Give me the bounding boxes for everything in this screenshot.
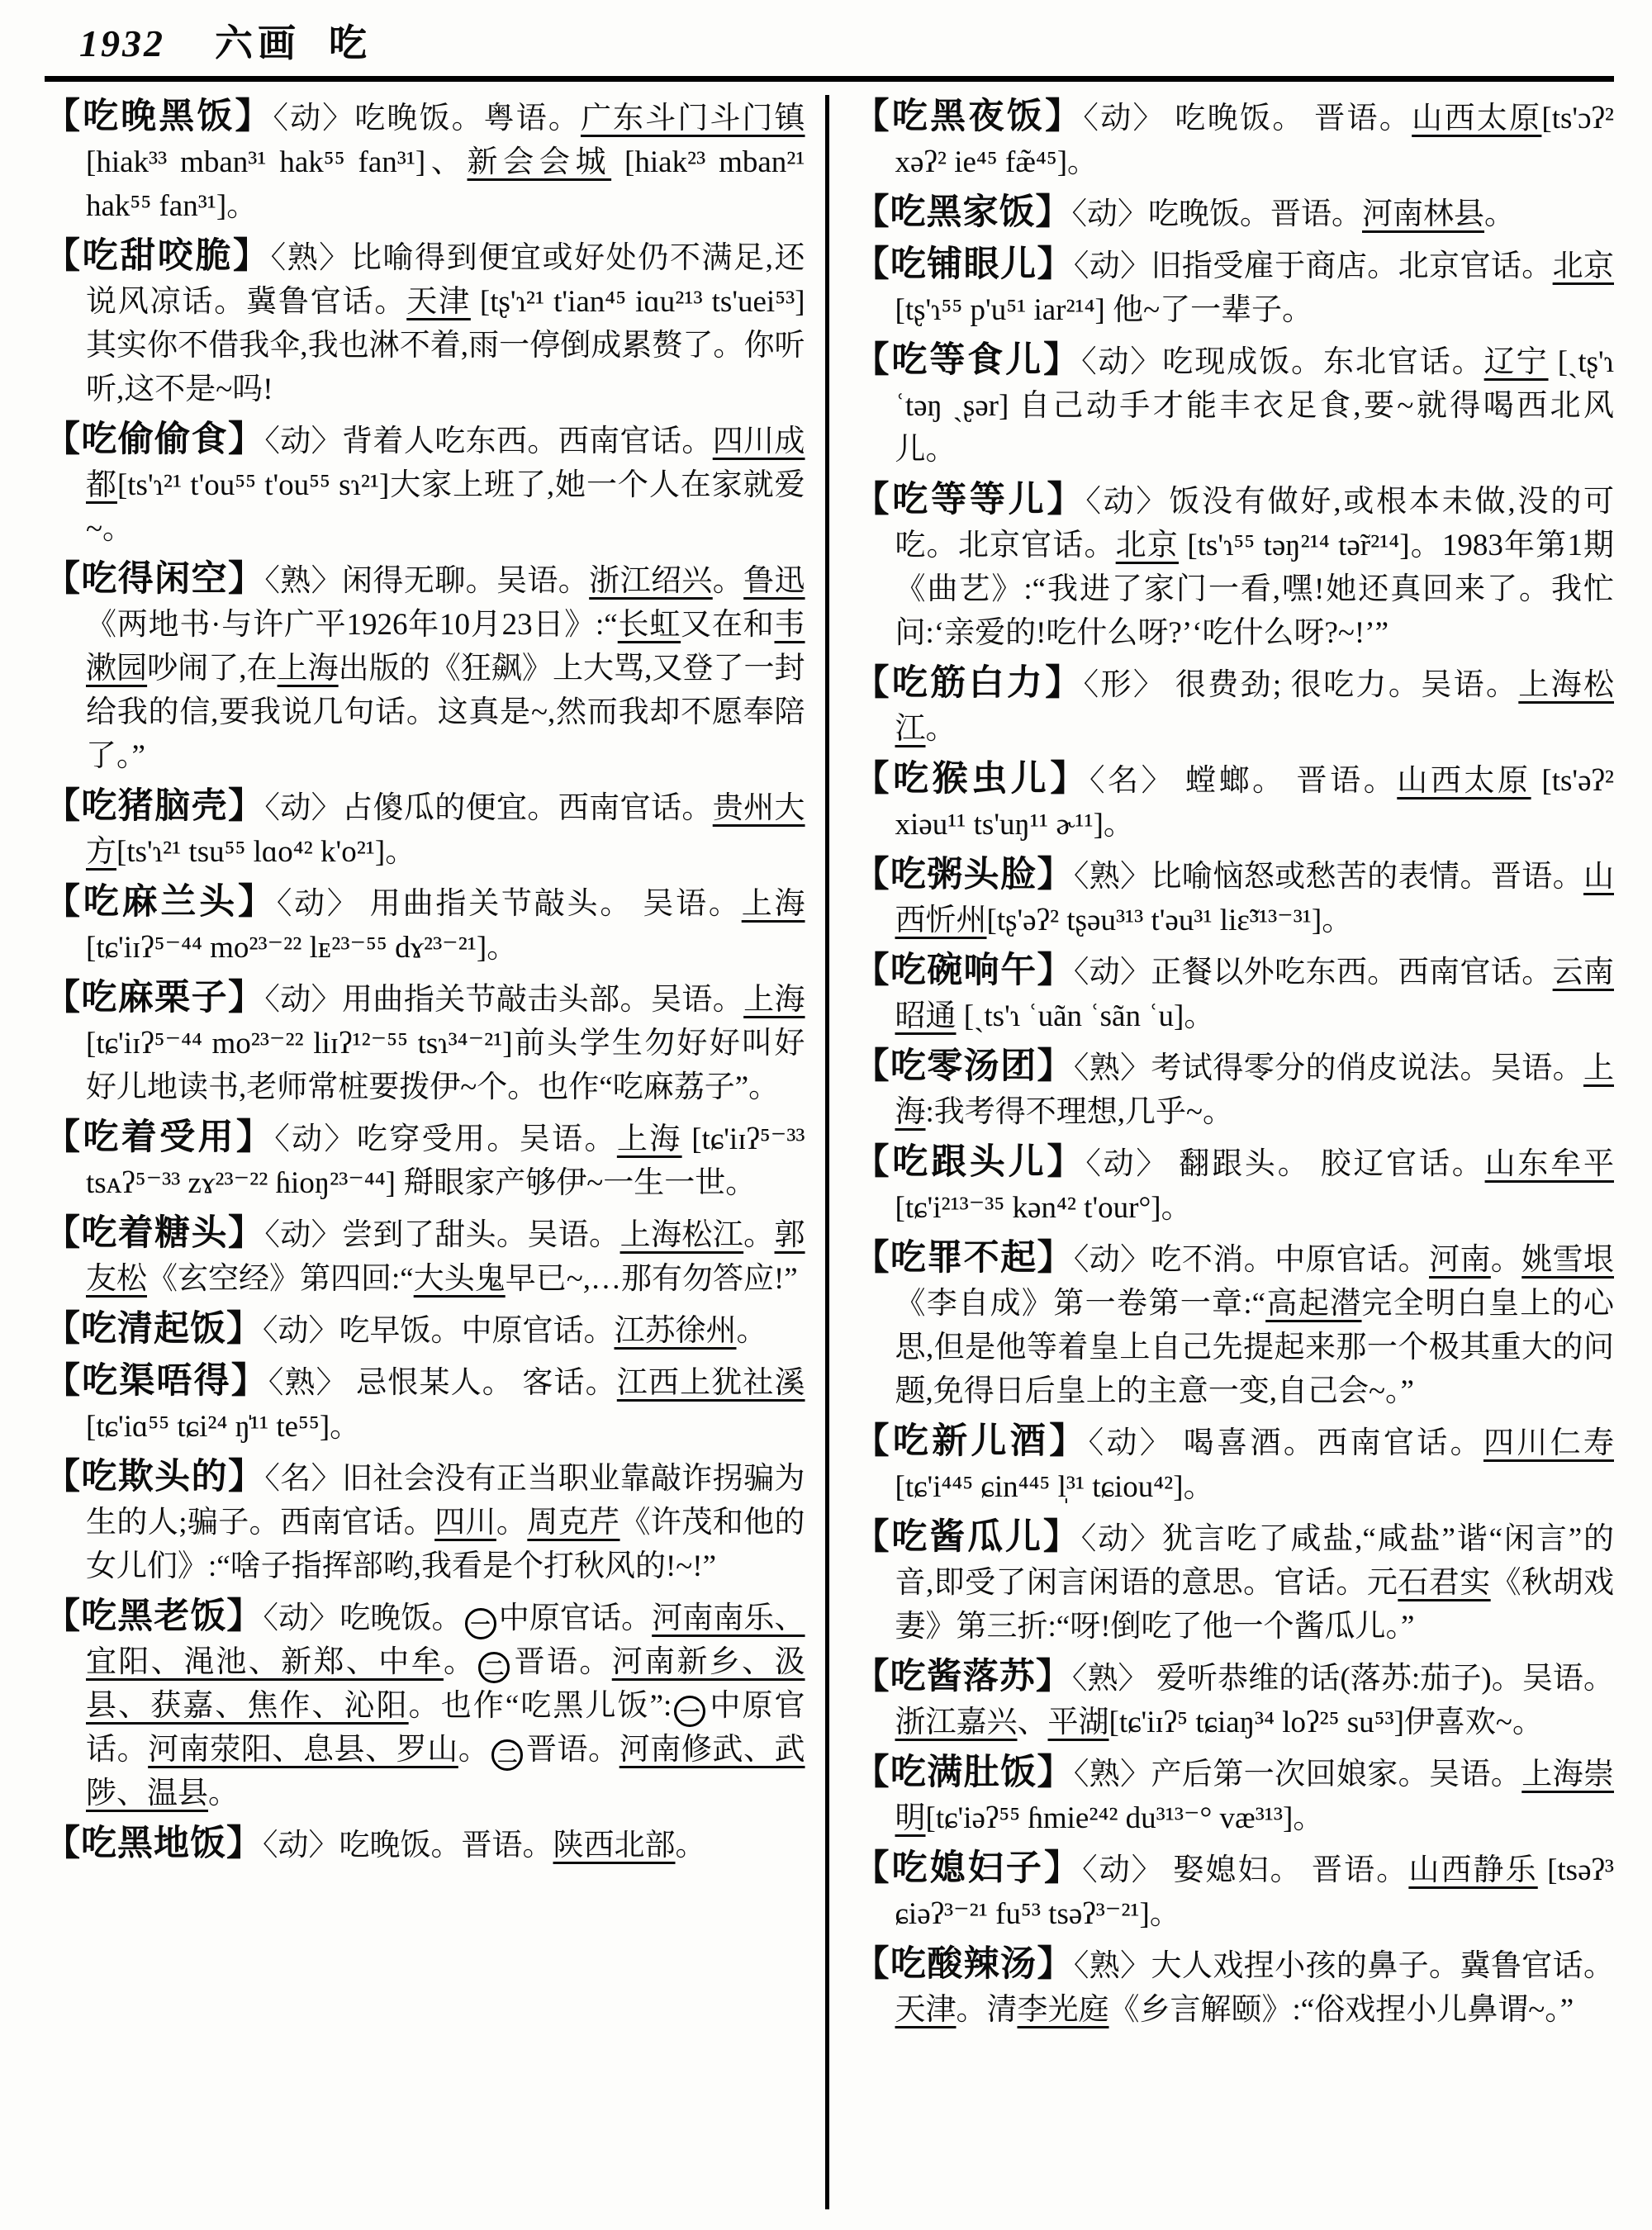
dict-entry <box>854 1847 1615 1936</box>
underlined-proper-noun: 李光庭 <box>1017 1993 1109 2027</box>
entry-text: 。 <box>458 1733 490 1767</box>
entry-text: 出版的《狂飙》上大骂,又登了一封给我的信,要我说几句话。这真是~,然而我却不愿奉陪了。” <box>86 652 805 773</box>
dict-entry <box>854 1045 1615 1134</box>
entry-text: 〈动〉饭没有做好,或根本未做,没的可吃。北京官话。 <box>895 485 1614 562</box>
dict-entry <box>854 1141 1615 1230</box>
dict-entry <box>45 95 805 228</box>
headword: 【吃猪脑壳】 <box>45 787 265 826</box>
entry-text: [hiak²³ mban²¹ hak⁵⁵ fan³¹]。 <box>86 145 805 223</box>
entry-text: 〈动〉 吃晚饭。 晋语。 <box>1083 102 1412 135</box>
underlined-proper-noun: 天津 <box>406 285 471 319</box>
underlined-proper-noun: 上海 <box>895 1051 1614 1129</box>
entry-text: [ts'ɔʔ² xəʔ² ie⁴⁵ fæ̃⁴⁵]。 <box>895 102 1614 179</box>
headword: 【吃满肚饭】 <box>853 1753 1074 1792</box>
circled-number: 二 <box>478 1652 510 1683</box>
dict-entry <box>45 1307 805 1353</box>
underlined-proper-noun: 上海松江 <box>895 668 1614 746</box>
headword: 【吃着受用】 <box>45 1118 275 1157</box>
underlined-proper-noun: 上海 <box>277 652 339 686</box>
underlined-proper-noun: 广东斗门斗门镇 <box>580 102 805 135</box>
dict-entry <box>854 1420 1615 1509</box>
entry-text: 〈熟〉考试得零分的俏皮说法。吴语。 <box>1073 1051 1584 1085</box>
entry-text: 〈熟〉产后第一次回娘家。吴语。 <box>1073 1758 1522 1791</box>
dict-entry <box>854 1655 1615 1744</box>
entry-text: 〈动〉 用曲指关节敲头。 吴语。 <box>276 887 742 921</box>
entry-text: [tɕ'iɪʔ⁵⁻⁴⁴ mo²³⁻²² liɪʔ¹²⁻⁵⁵ tsɿ³⁴⁻²¹]前头学生勿好好叫好好儿地读书,老师常桩要拨伊~个。也作“吃麻荔子”。 <box>86 1027 805 1104</box>
entry-text: :我考得不理想,几乎~。 <box>925 1095 1234 1129</box>
headword: 【吃黑夜饭】 <box>853 97 1084 136</box>
entry-text: 《两地书·与许广平1926年10月23日》:“ <box>86 608 618 642</box>
entry-text: 。 <box>925 712 957 746</box>
headword: 【吃酱瓜儿】 <box>853 1518 1081 1557</box>
headword: 【吃欺头的】 <box>45 1458 265 1497</box>
entry-text: 。 <box>743 1218 775 1252</box>
headword: 【吃猴虫儿】 <box>853 760 1089 799</box>
dict-entry <box>854 662 1615 751</box>
dict-entry <box>854 1516 1615 1649</box>
entry-text: [ts'ɿ⁵⁵ təŋ²¹⁴ tə̃r²¹⁴]。1983年第1期《曲艺》:“我进了家门一看,嘿!她还真回来了。我忙问:‘亲爱的!吃什么呀?’‘吃什么呀?~!’” <box>895 529 1614 650</box>
entry-text: [ˏts'ɿ ʿuãn ʿsãn ʿu]。 <box>956 999 1215 1033</box>
underlined-proper-noun: 上海松江 <box>620 1218 744 1252</box>
entry-text: [tsəʔ³ ɕiəʔ³⁻²¹ fu⁵³ tsəʔ³⁻²¹]。 <box>895 1853 1614 1931</box>
underlined-proper-noun: 河南 <box>1429 1243 1491 1277</box>
dict-entry <box>854 243 1615 332</box>
headword: 【吃渠唔得】 <box>45 1362 268 1401</box>
entry-text: 〈熟〉闲得无聊。吴语。 <box>264 564 590 598</box>
dict-entry <box>45 235 805 411</box>
entry-text: 中原官话。 <box>86 1689 805 1767</box>
head-character: 吃 <box>329 22 367 64</box>
stroke-section-label: 六画 <box>215 22 301 64</box>
dict-entry <box>854 339 1615 472</box>
headword: 【吃着糖头】 <box>45 1214 265 1253</box>
headword: 【吃粥头脸】 <box>853 856 1074 894</box>
underlined-proper-noun: 山西太原 <box>1397 764 1531 798</box>
headword: 【吃麻兰头】 <box>45 883 277 922</box>
entry-text: 〈熟〉大人戏捏小孩的鼻子。冀鲁官话。 <box>1073 1949 1614 1983</box>
entry-text: 《玄空经》第四回:“ <box>147 1262 414 1296</box>
headword: 【吃罪不起】 <box>853 1239 1074 1278</box>
underlined-proper-noun: 山西静乐 <box>1408 1853 1538 1887</box>
underlined-proper-noun: 长虹 <box>617 608 681 642</box>
entry-text: 〈动〉 翻跟头。 胶辽官话。 <box>1085 1147 1485 1181</box>
entry-text: 〈动〉 喝喜酒。西南官话。 <box>1088 1426 1483 1460</box>
dict-entry <box>45 880 805 970</box>
entry-text: 〈动〉吃早饭。中原官话。 <box>263 1314 615 1348</box>
entry-text: 〈动〉用曲指关节敲击头部。吴语。 <box>264 983 744 1017</box>
headword: 【吃筋白力】 <box>853 664 1084 703</box>
entry-text: 〈熟〉比喻得到便宜或好处仍不满足,还说风凉话。冀鲁官话。 <box>86 241 805 319</box>
entry-text: 中原官话。 <box>498 1601 653 1635</box>
entry-text: [tʂ'ɿ⁵⁵ p'u⁵¹ iar²¹⁴] 他~了一辈子。 <box>895 293 1313 327</box>
dict-entry <box>854 95 1615 184</box>
headword: 【吃偷偷食】 <box>45 420 265 459</box>
entry-text: 《乡言解颐》:“俗戏捏小儿鼻谓~。” <box>1108 1993 1574 2027</box>
headword: 【吃碗响午】 <box>853 951 1074 990</box>
underlined-proper-noun: 陕西北部 <box>553 1829 676 1862</box>
entry-text: 早已~,…那有勿答应!” <box>505 1262 798 1296</box>
entry-text: 、 <box>1017 1706 1048 1739</box>
headword: 【吃媳妇子】 <box>853 1849 1083 1888</box>
underlined-proper-noun: 贵州大方 <box>86 791 805 869</box>
headword: 【吃酸辣汤】 <box>853 1945 1074 1984</box>
dict-entry <box>854 1236 1615 1413</box>
headword: 【吃黑家饭】 <box>853 193 1072 232</box>
underlined-proper-noun: 上海崇明 <box>895 1758 1614 1835</box>
dict-entry <box>854 757 1615 847</box>
underlined-proper-noun: 高起潜 <box>1265 1287 1362 1321</box>
headword: 【吃新儿酒】 <box>853 1422 1089 1461</box>
underlined-proper-noun: 四川 <box>434 1506 496 1540</box>
left-column <box>45 95 825 2209</box>
underlined-proper-noun: 云南昭通 <box>895 956 1614 1033</box>
entry-text: 吵闹了,在 <box>147 652 278 686</box>
entry-text: [tɕ'iɪʔ⁵⁻⁴⁴ mo²³⁻²² lᴇ²³⁻⁵⁵ dɤ²³⁻²¹]。 <box>86 931 518 965</box>
entry-text: [tɕ'i⁴⁴⁵ ɕin⁴⁴⁵ l̩³¹ tɕiou⁴²]。 <box>895 1470 1214 1504</box>
underlined-proper-noun: 上海 <box>743 983 805 1017</box>
entry-text: 〈熟〉比喻恼怒或愁苦的表情。晋语。 <box>1073 860 1584 894</box>
entry-text: 。 <box>1484 197 1515 231</box>
underlined-proper-noun: 四川成都 <box>86 425 805 502</box>
entry-text: 〈动〉吃穿受用。吴语。 <box>274 1122 617 1156</box>
underlined-proper-noun: 北京 <box>1115 529 1179 562</box>
dict-entry <box>45 1212 805 1301</box>
underlined-proper-noun: 河南南乐、宜阳、渑池、新郑、中牟 <box>86 1601 805 1679</box>
dict-entry <box>854 1943 1615 2032</box>
entry-text: [tɕ'iɑ⁵⁵ tɕi²⁴ ŋ̍¹¹ te⁵⁵]。 <box>86 1410 361 1444</box>
headword: 【吃得闲空】 <box>45 560 265 599</box>
entry-text: 。 <box>736 1314 767 1348</box>
underlined-proper-noun: 浙江嘉兴 <box>895 1706 1018 1739</box>
entry-text: 。也作“吃黑儿饭”: <box>408 1689 672 1723</box>
entry-text: [ts'əʔ² xiəu¹¹ ts'uŋ¹¹ ɚ¹¹]。 <box>895 764 1614 842</box>
underlined-proper-noun: 四川仁寿 <box>1483 1426 1614 1460</box>
headword: 【吃晚黑饭】 <box>45 97 273 136</box>
underlined-proper-noun: 山东牟平 <box>1484 1147 1614 1181</box>
entry-text: 〈动〉占傻瓜的便宜。西南官话。 <box>264 791 713 825</box>
entry-text: [hiak³³ mban³¹ hak⁵⁵ fan³¹]、 <box>86 145 468 179</box>
entry-text: [tɕ'i²¹³⁻³⁵ kən⁴² t'our°]。 <box>895 1191 1192 1225</box>
entry-text: 〈动〉旧指受雇于商店。北京官话。 <box>1073 249 1553 283</box>
dict-entry <box>854 478 1615 655</box>
entry-text: 〈动〉背着人吃东西。西南官话。 <box>264 425 713 458</box>
underlined-proper-noun: 鲁迅 <box>743 564 805 598</box>
right-column <box>829 95 1615 2209</box>
underlined-proper-noun: 山西忻州 <box>895 860 1614 937</box>
entry-text: 晋语。 <box>525 1733 620 1767</box>
header-rule <box>45 76 1614 82</box>
headword: 【吃甜咬脆】 <box>45 237 271 276</box>
entry-text: 。 <box>443 1645 477 1679</box>
headword: 【吃等食儿】 <box>853 341 1082 380</box>
entry-text: [ts'ɿ²¹ t'ou⁵⁵ t'ou⁵⁵ sɿ²¹]大家上班了,她一个人在家就爱~。 <box>86 468 805 546</box>
entry-text: 。 <box>208 1777 239 1810</box>
headword: 【吃酱落苏】 <box>853 1658 1072 1696</box>
entry-text: [tʂ'əʔ² tʂəu³¹³ t'əu³¹ liɛ̃³¹³⁻³¹]。 <box>986 904 1353 937</box>
underlined-proper-noun: 上海 <box>616 1122 682 1156</box>
underlined-proper-noun: 河南荥阳、息县、罗山 <box>148 1733 458 1767</box>
dict-entry <box>45 1595 805 1815</box>
underlined-proper-noun: 姚雪垠 <box>1521 1243 1614 1277</box>
underlined-proper-noun: 浙江绍兴 <box>589 564 713 598</box>
entry-text: 《许茂和他的女儿们》:“啥子指挥部哟,我看是个打秋风的!~!” <box>86 1506 805 1583</box>
underlined-proper-noun: 大头鬼 <box>413 1262 506 1296</box>
underlined-proper-noun: 山西太原 <box>1412 102 1542 135</box>
entry-text: 晋语。 <box>512 1645 612 1679</box>
entry-text: 完全明白皇上的心思,但是他等着皇上自己先提起来那一个极其重大的问题,免得日后皇上的主意一变,自己会~。” <box>895 1287 1614 1408</box>
headword: 【吃等等儿】 <box>853 481 1086 520</box>
headword: 【吃黑老饭】 <box>45 1597 263 1636</box>
entry-text: [tɕ'iɪʔ⁵⁻³³ tsᴀʔ⁵⁻³³ zɤ²³⁻²² ɦioŋ²³⁻⁴⁴] 搿眼家产够伊~一生一世。 <box>86 1122 805 1200</box>
underlined-proper-noun: 上海 <box>741 887 805 921</box>
entry-text: 。 <box>1490 1243 1522 1277</box>
two-column-body <box>45 95 1614 2209</box>
entry-text: 〈动〉犹言吃了咸盐,“咸盐”谐“闲言”的音,即受了闲言闲语的意思。官话。元 <box>895 1522 1614 1600</box>
entry-text: 〈动〉 娶媳妇。 晋语。 <box>1082 1853 1409 1887</box>
headword: 【吃黑地饭】 <box>45 1824 263 1863</box>
entry-text: 。 <box>712 564 744 598</box>
underlined-proper-noun: 平湖 <box>1047 1706 1109 1739</box>
entry-text: 〈熟〉 忌恨某人。 客话。 <box>268 1366 617 1400</box>
circled-number: 一 <box>465 1608 496 1639</box>
dict-entry <box>45 558 805 778</box>
entry-text: 〈动〉尝到了甜头。吴语。 <box>264 1218 620 1252</box>
dict-entry <box>854 853 1615 942</box>
dict-entry <box>854 191 1615 236</box>
entry-text: 〈形〉 很费劲; 很吃力。吴语。 <box>1083 668 1519 702</box>
entry-text: 〈动〉正餐以外吃东西。西南官话。 <box>1073 956 1553 989</box>
entry-text: 。 <box>675 1829 706 1862</box>
entry-text: 《秋胡戏妻》第三折:“呀!倒吃了他一个酱瓜儿。” <box>895 1566 1614 1644</box>
entry-text: 。清 <box>956 1993 1018 2027</box>
dict-entry <box>45 785 805 874</box>
underlined-proper-noun: 河南林县 <box>1362 197 1484 231</box>
entry-text: 〈动〉吃晚饭。晋语。 <box>263 1829 553 1862</box>
underlined-proper-noun: 江西上犹社溪 <box>616 1366 805 1400</box>
circled-number: 二 <box>491 1739 523 1771</box>
entry-text: [tɕ'iəʔ⁵⁵ ɦmie²⁴² du³¹³⁻° væ³¹³]。 <box>925 1801 1324 1835</box>
entry-text: 又在和 <box>681 608 775 642</box>
underlined-proper-noun: 北京 <box>1552 249 1614 283</box>
headword: 【吃跟头儿】 <box>853 1143 1086 1182</box>
underlined-proper-noun: 周克芹 <box>527 1506 620 1540</box>
entry-text: 〈动〉吃晚饭。粤语。 <box>273 102 581 135</box>
page-header <box>45 13 1614 68</box>
entry-text: 《李自成》第一卷第一章:“ <box>895 1287 1266 1321</box>
dict-entry <box>854 949 1615 1038</box>
circled-number: 一 <box>674 1696 705 1727</box>
dict-entry <box>45 418 805 551</box>
page-number: 1932 <box>79 22 165 64</box>
underlined-proper-noun: 韦漱园 <box>86 608 805 686</box>
dict-entry <box>854 1751 1615 1840</box>
entry-text: 〈名〉旧社会没有正当职业靠敲诈拐骗为生的人;骗子。西南官话。 <box>86 1462 805 1540</box>
dict-entry <box>45 1822 805 1867</box>
entry-text: 〈熟〉 爱听恭维的话(落苏:茄子)。吴语。 <box>1071 1662 1614 1696</box>
underlined-proper-noun: 天津 <box>895 1993 957 2027</box>
underlined-proper-noun: 石君实 <box>1398 1566 1491 1600</box>
underlined-proper-noun: 河南新乡、汲县、获嘉、焦作、沁阳 <box>86 1645 805 1723</box>
headword: 【吃麻栗子】 <box>45 979 265 1018</box>
underlined-proper-noun: 新会会城 <box>467 145 612 179</box>
entry-text: 〈名〉 螳螂。 晋语。 <box>1089 764 1398 798</box>
entry-text: 。 <box>496 1506 528 1540</box>
entry-text: [ˏtʂ'ɿ ʿtəŋ ˏʂər] 自己动手才能丰衣足食,要~就得喝西北风儿。 <box>895 345 1614 467</box>
underlined-proper-noun: 江苏徐州 <box>614 1314 737 1348</box>
entry-text: [ts'ɿ²¹ tsu⁵⁵ lɑo⁴² k'o²¹]。 <box>116 835 416 869</box>
underlined-proper-noun: 辽宁 <box>1483 345 1549 379</box>
headword: 【吃零汤团】 <box>853 1047 1074 1086</box>
dict-entry <box>45 1455 805 1588</box>
dict-entry <box>45 1359 805 1449</box>
underlined-proper-noun: 郭友松 <box>86 1218 805 1296</box>
entry-text: 〈动〉吃晚饭。晋语。 <box>1071 197 1362 231</box>
entry-text: [tʂ'ɿ²¹ t'ian⁴⁵ iɑu²¹³ ts'uei⁵³]其实你不借我伞,我也淋不着,雨一停倒成累赘了。你听听,这不是~吗! <box>86 285 805 406</box>
entry-text: 〈动〉吃晚饭。 <box>263 1601 463 1635</box>
underlined-proper-noun: 河南修武、武陟、温县 <box>86 1733 805 1810</box>
headword: 【吃铺眼儿】 <box>853 245 1074 284</box>
entry-text: 〈动〉吃现成饭。东北官话。 <box>1081 345 1484 379</box>
dict-entry <box>45 976 805 1109</box>
dict-entry <box>45 1116 805 1205</box>
headword: 【吃清起饭】 <box>45 1310 263 1349</box>
entry-text: [tɕ'iɪʔ⁵ tɕiaŋ³⁴ loʔ²⁵ su⁵³]伊喜欢~。 <box>1108 1706 1543 1739</box>
entry-text: 〈动〉吃不消。中原官话。 <box>1073 1243 1430 1277</box>
